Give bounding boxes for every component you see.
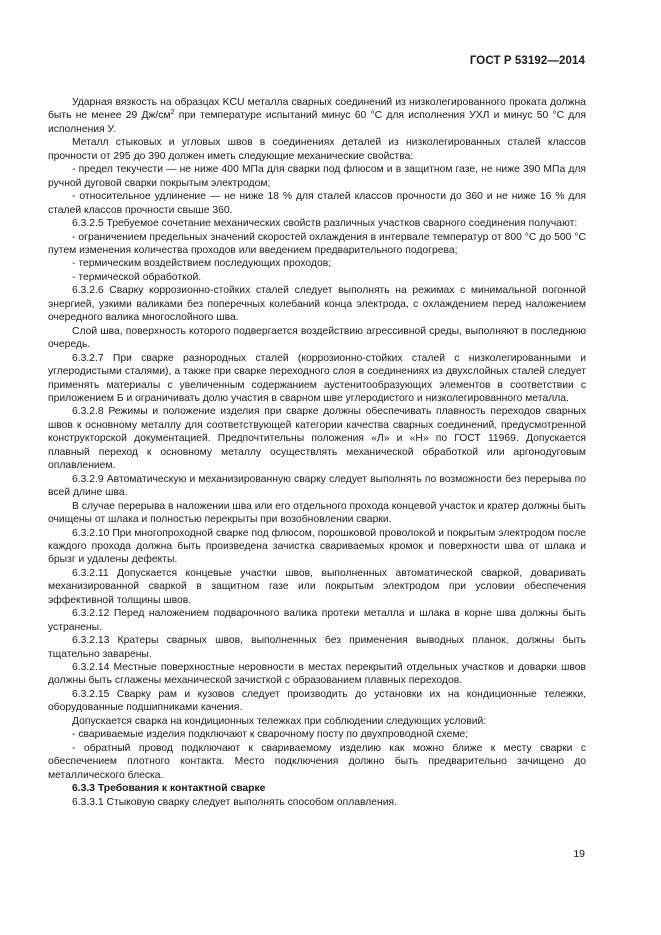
list-item: - ограничением предельных значений скоростей охлаждения в интервале температур от 800 °С до 500 °С путем изменения количества проходов или введением предварительного подогрева; — [48, 231, 586, 256]
paragraph: 6.3.2.7 При сварке разнородных сталей (коррозионно-стойких сталей с низколегированными и углеродистыми сталями), а также при сварке переходного слоя в соединениях из двухслойных сталей следует применять материалы с увеличенным содержанием аустенитообразующих элементов в соответствии с приложением Б и ограничивать долю участия в сварном шве углеродистого и низколегированного металла. — [48, 352, 586, 404]
list-item: - обратный провод подключают к свариваемому изделию как можно ближе к месту сварки с обеспечением плотного контакта. Место подключения должно быть предварительно зачищено до металлического блеска. — [48, 742, 586, 781]
document-header: ГОСТ Р 53192—2014 — [469, 55, 585, 67]
list-item: - предел текучести — не ниже 400 МПа для сварки под флюсом и в защитном газе, не ниже 390 МПа для ручной дуговой сварки покрытым электродом; — [48, 164, 586, 189]
paragraph: 6.3.2.8 Режимы и положение изделия при сварке должны обеспечивать плавность переходов сварных швов к основному металлу для соответствующей категории качества сварных соединений, предусмотренной конструкторской документацией. Предпочтительны положения «Л» и «Н» по ГОСТ 11969. Допускается плавный переход к основному металлу осуществлять механической обработкой или аргонодуговым оплавлением. — [48, 406, 586, 472]
paragraph: 6.3.2.9 Автоматическую и механизированную сварку следует выполнять по возможности без перерыва по всей длине шва. — [48, 473, 586, 499]
page-number: 19 — [573, 848, 585, 860]
paragraph: 6.3.2.11 Допускается концевые участки швов, выполненных автоматической сваркой, доваривать механизированной сваркой в защитном газе или покрытым электродом при условии обеспечения эффективной толщины швов. — [48, 567, 586, 606]
paragraph: Ударная вязкость на образцах KCU металла сварных соединений из низколегированного проката должна быть не менее 29 $Дж/см^2$ при температуре испытаний минус 60 °С для исполнения УХЛ и минус 50 °С для исполнения У. — [48, 97, 586, 135]
paragraph: 6.3.2.5 Требуемое сочетание механических свойств различных участков сварного соединения получают: — [72, 218, 578, 230]
list-item: - термическим воздействием последующих проходов; — [72, 258, 332, 270]
list-item: - свариваемые изделия подключают к сварочному посту по двухпроводной схеме; — [72, 729, 469, 741]
paragraph: 6.3.2.10 При многопроходной сварке под флюсом, порошковой проволокой и покрытым электродом после каждого прохода должна быть произведена зачистка свариваемых кромок и поверхности шва от шлака и брызг и удалены дефекты. — [48, 527, 586, 566]
body-text — [48, 96, 586, 809]
paragraph: Слой шва, поверхность которого подвергается воздействию агрессивной среды, выполняют в последнюю очередь. — [48, 325, 586, 351]
paragraph: В случае перерыва в наложении шва или его отдельного прохода концевой участок и кратер должны быть очищены от шлака и полностью перекрыты при возобновлении сварки. — [48, 500, 586, 526]
paragraph: 6.3.2.12 Перед наложением подварочного валика протеки металла и шлака в корне шва должны быть устранены. — [48, 608, 586, 633]
paragraph: 6.3.3.1 Стыковую сварку следует выполнять способом оплавления. — [72, 796, 397, 808]
paragraph: Допускается сварка на кондиционных тележках при соблюдении следующих условий: — [72, 715, 487, 727]
section-heading: 6.3.3 Требования к контактной сварке — [72, 783, 266, 795]
paragraph: Металл стыковых и угловых швов в соединениях деталей из низколегированных сталей классов прочности от 295 до 390 должен иметь следующие механические свойства: — [48, 137, 586, 162]
paragraph: 6.3.2.6 Сварку коррозионно-стойких сталей следует выполнять на режимах с минимальной погонной энергией, узкими валиками без поперечных колебаний конца электрода, с охлаждением перед наложением очередного валика многослойного шва. — [48, 285, 586, 324]
paragraph: 6.3.2.14 Местные поверхностные неровности в местах перекрытий отдельных участков и доварки швов должны быть сглажены механической зачисткой с образованием плавных переходов. — [48, 662, 586, 687]
list-item: - относительное удлинение — не ниже 18 % для сталей классов прочности до 360 и не ниже 16 % для сталей классов прочности свыше 360. — [48, 191, 586, 216]
paragraph: 6.3.2.15 Сварку рам и кузовов следует производить до установки их на кондиционные тележки, оборудованные подшипниками качения. — [48, 688, 586, 714]
list-item: - термической обработкой. — [72, 271, 202, 283]
paragraph: 6.3.2.13 Кратеры сварных швов, выполненных без применения выводных планок, должны быть тщательно заварены. — [48, 635, 586, 660]
